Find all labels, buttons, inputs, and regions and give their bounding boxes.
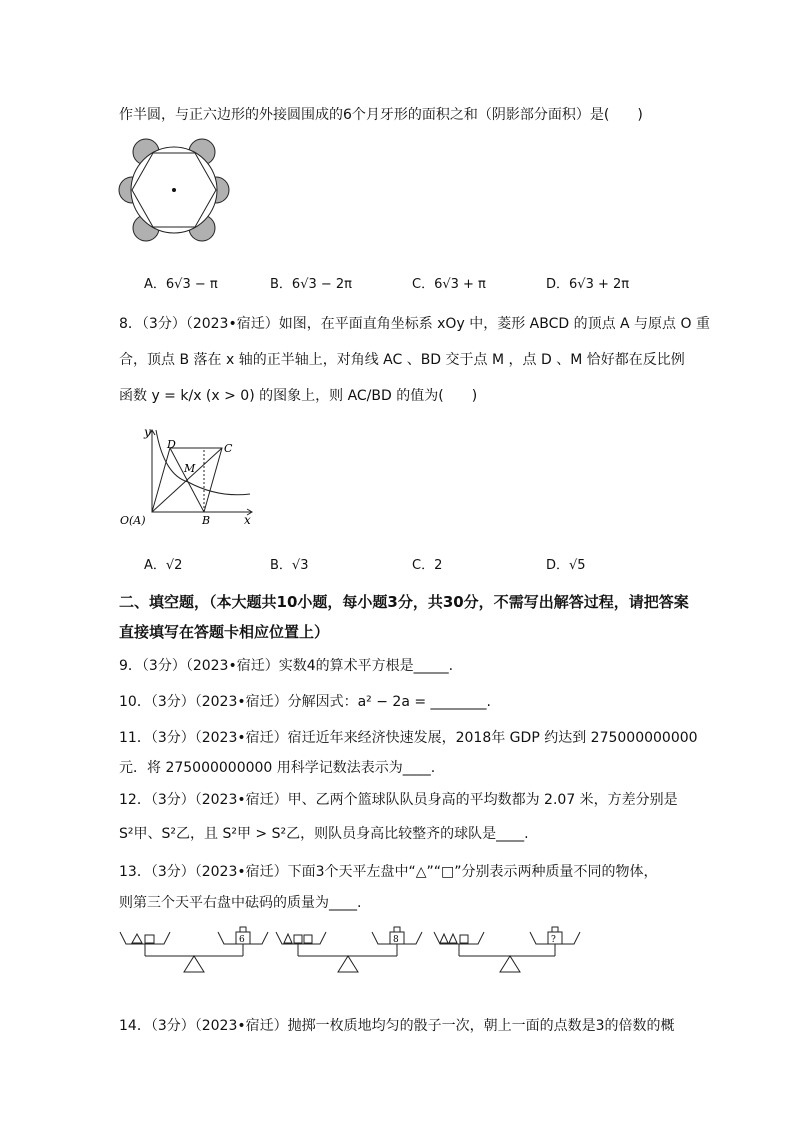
q7-option-a[interactable]: A．6√3 − π <box>144 277 218 292</box>
q8-option-d[interactable]: D．√5 <box>546 558 586 573</box>
q8-option-a[interactable]: A．√2 <box>144 558 183 573</box>
q13-line-1: 13．（3分）（2023•宿迁）下面3个天平左盘中“△”“□”分别表示两种质量不同的物体， <box>119 864 658 880</box>
q8-option-b[interactable]: B．√3 <box>270 558 309 573</box>
q10-text: 10．（3分）（2023•宿迁）分解因式：a² − 2a = ________. <box>119 694 491 710</box>
q7-option-d[interactable]: D．6√3 + 2π <box>546 277 630 292</box>
q8-label-c: C <box>224 442 233 455</box>
q7-option-b[interactable]: B．6√3 − 2π <box>270 277 352 292</box>
q14-text: 14．（3分）（2023•宿迁）抛掷一枚质地均匀的骰子一次，朝上一面的点数是3的倍数的概 <box>119 1018 675 1034</box>
q8-rhombus-figure <box>118 420 258 532</box>
q8-line-3: 函数 y = k/x (x > 0) 的图象上，则 AC/BD 的值为( ) <box>119 388 478 404</box>
q7-option-c[interactable]: C．6√3 + π <box>412 277 486 292</box>
q9-text: 9．（3分）（2023•宿迁）实数4的算术平方根是_____. <box>119 658 454 674</box>
q13-weight-2: 8 <box>393 935 399 945</box>
section-2-heading-cont: 直接填写在答题卡相应位置上） <box>119 623 330 641</box>
q12-line-2: S²甲、S²乙，且 S²甲 > S²乙，则队员身高比较整齐的球队是____. <box>119 826 529 842</box>
q8-line-2: 合，顶点 B 落在 x 轴的正半轴上，对角线 AC 、BD 交于点 M ，点 D 、M 恰好都在反比例 <box>119 352 685 368</box>
q8-option-c[interactable]: C．2 <box>412 558 443 573</box>
q8-label-y: y <box>144 425 151 439</box>
q8-label-b: B <box>202 514 211 527</box>
section-2-heading: 二、填空题，（本大题共10小题，每小题3分，共30分，不需写出解答过程，请把答案 <box>119 593 689 611</box>
q12-line-1: 12．（3分）（2023•宿迁）甲、乙两个篮球队队员身高的平均数都为 2.07 米，方差分别是 <box>119 792 678 808</box>
q13-line-2: 则第三个天平右盘中砝码的质量为____. <box>119 895 362 911</box>
q8-line-1: 8．（3分）（2023•宿迁）如图，在平面直角坐标系 xOy 中，菱形 ABCD 的顶点 A 与原点 O 重 <box>119 316 710 332</box>
q13-weight-3: ? <box>551 935 556 945</box>
q13-weight-1: 6 <box>239 935 245 945</box>
q11-line-2: 元．将 275000000000 用科学记数法表示为____. <box>119 760 436 776</box>
q7-stem: 作半圆，与正六边形的外接圆围成的6个月牙形的面积之和（阴影部分面积）是( ) <box>119 107 643 123</box>
q8-label-x: x <box>244 513 251 527</box>
q8-label-origin: O(A) <box>120 514 146 527</box>
q8-label-m: M <box>184 462 196 475</box>
q7-hexagon-figure <box>118 138 232 242</box>
q8-label-d: D <box>167 438 176 451</box>
q11-line-1: 11．（3分）（2023•宿迁）宿迁近年来经济快速发展，2018年 GDP 约达到 275000000000 <box>119 730 698 746</box>
q13-balances-figure <box>118 922 588 978</box>
